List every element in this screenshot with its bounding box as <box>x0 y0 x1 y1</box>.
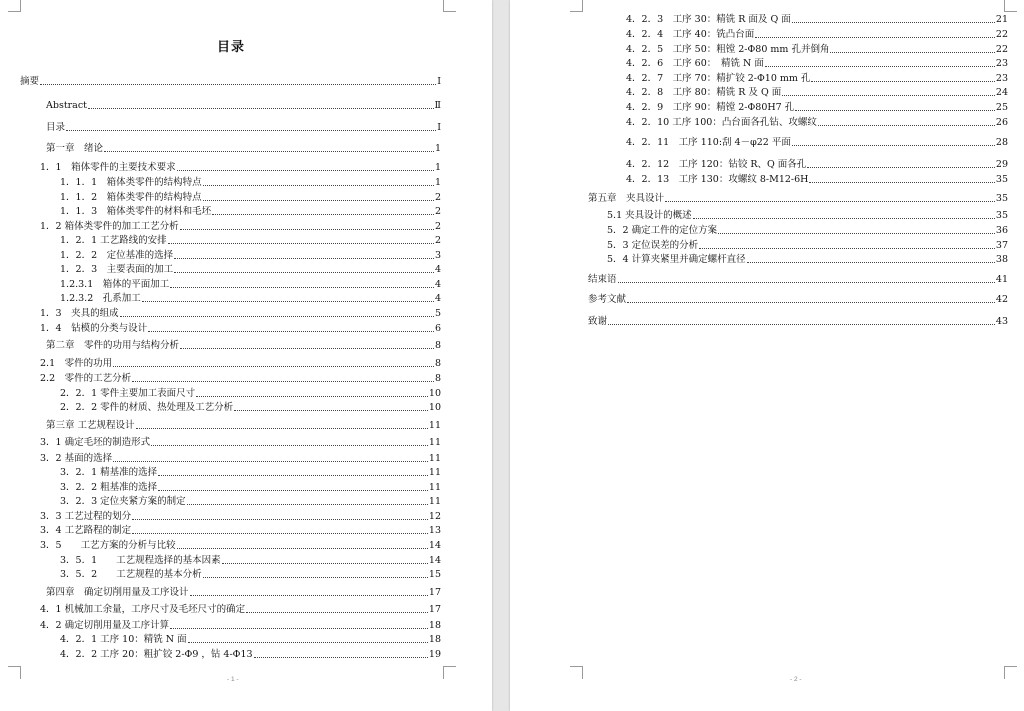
document-page-1 <box>0 0 492 711</box>
toc-entry-page-number: 13 <box>428 525 441 536</box>
toc-entry-page-number: 19 <box>428 649 441 660</box>
toc-entry-title: 4．2．8 工序 80：精铣 R 及 Q 面 <box>626 87 782 98</box>
toc-dot-leader <box>782 95 995 96</box>
toc-entry[interactable] <box>46 587 441 599</box>
toc-entry[interactable] <box>40 373 441 385</box>
toc-entry-page-number: 17 <box>428 587 441 598</box>
toc-entry[interactable] <box>46 122 441 134</box>
toc-entry-title: 1．2．2 定位基准的选择 <box>60 250 174 261</box>
page-corner-mark <box>8 0 21 12</box>
page-number: - 1 - <box>227 676 239 683</box>
toc-entry[interactable] <box>60 388 441 400</box>
toc-entry-title: 第四章 确定切削用量及工序设计 <box>46 587 189 598</box>
toc-entry-page-number: 24 <box>995 87 1008 98</box>
toc-entry-page-number: 1 <box>434 162 441 173</box>
toc-entry-page-number: 23 <box>995 73 1008 84</box>
toc-entry[interactable] <box>60 569 441 581</box>
toc-entry-title: 3．2 基面的选择 <box>40 453 113 464</box>
toc-entry[interactable] <box>60 496 441 508</box>
toc-entry-page-number: 2 <box>434 235 441 246</box>
toc-entry-page-number: 22 <box>995 44 1008 55</box>
toc-entry-title: 4．2．12 工序 120：钻铰 R、Q 面各孔 <box>626 159 807 170</box>
toc-dot-leader <box>627 302 995 303</box>
toc-entry-page-number: 8 <box>434 340 441 351</box>
toc-entry-title: 4．2．3 工序 30：精铣 R 面及 Q 面 <box>626 14 791 25</box>
toc-dot-leader <box>246 612 428 613</box>
toc-dot-leader <box>174 258 434 259</box>
toc-entry-title: 致谢 <box>588 316 608 327</box>
toc-entry[interactable] <box>607 254 1008 266</box>
toc-entry-page-number: 1 <box>434 143 441 154</box>
toc-entry-page-number: 37 <box>995 240 1008 251</box>
toc-dot-leader <box>765 66 995 67</box>
toc-entry-page-number: 2 <box>434 206 441 217</box>
toc-dot-leader <box>747 262 995 263</box>
toc-entry-page-number: Ⅰ <box>437 76 441 87</box>
toc-entry-page-number: 11 <box>428 437 441 448</box>
toc-entry-page-number: 1 <box>434 177 441 188</box>
toc-entry-page-number: 29 <box>995 159 1008 170</box>
toc-dot-leader <box>158 475 428 476</box>
toc-entry-page-number: 36 <box>995 225 1008 236</box>
toc-dot-leader <box>818 125 995 126</box>
toc-dot-leader <box>234 410 428 411</box>
toc-entry[interactable] <box>607 225 1008 237</box>
toc-dot-leader <box>177 548 428 549</box>
toc-entry-page-number: 28 <box>995 137 1008 148</box>
toc-dot-leader <box>755 37 995 38</box>
toc-entry[interactable] <box>40 358 441 370</box>
toc-entry-page-number: 4 <box>434 279 441 290</box>
toc-entry-page-number: 8 <box>434 373 441 384</box>
toc-dot-leader <box>148 331 434 332</box>
toc-entry[interactable] <box>626 102 1008 114</box>
toc-dot-leader <box>809 182 994 183</box>
toc-entry-title: 5.1 夹具设计的概述 <box>607 210 692 221</box>
toc-entry[interactable] <box>588 316 1008 328</box>
toc-entry-title: 第三章 工艺规程设计 <box>46 420 135 431</box>
toc-entry[interactable] <box>40 620 441 632</box>
toc-dot-leader <box>170 287 434 288</box>
toc-entry-page-number: 11 <box>428 482 441 493</box>
toc-entry-page-number: 25 <box>995 102 1008 113</box>
toc-entry-title: 1．4 钻模的分类与设计 <box>40 323 148 334</box>
toc-entry-page-number: 38 <box>995 254 1008 265</box>
document-page-2 <box>510 0 1024 711</box>
toc-entry-title: 4．2 确定切削用量及工序计算 <box>40 620 170 631</box>
page-corner-mark <box>570 0 583 12</box>
toc-entry[interactable] <box>40 437 441 449</box>
toc-entry-page-number: 35 <box>995 174 1008 185</box>
toc-entry-page-number: 18 <box>428 620 441 631</box>
toc-dot-leader <box>180 229 434 230</box>
toc-title: 目录 <box>216 40 245 55</box>
toc-entry-page-number: 23 <box>995 58 1008 69</box>
toc-entry-title: 2.2 零件的工艺分析 <box>40 373 132 384</box>
toc-entry-title: 摘要 <box>20 76 40 87</box>
toc-dot-leader <box>807 167 995 168</box>
toc-entry[interactable] <box>60 206 441 218</box>
toc-entry-title: 1．2．1 工艺路线的安排 <box>60 235 167 246</box>
toc-dot-leader <box>136 428 428 429</box>
toc-entry-title: 结束语 <box>588 274 617 285</box>
toc-entry-title: 1.2.3.1 箱体的平面加工 <box>60 279 170 290</box>
toc-dot-leader <box>188 642 428 643</box>
toc-entry[interactable] <box>607 210 1008 222</box>
toc-entry-title: 3．2．1 精基准的选择 <box>60 467 158 478</box>
toc-dot-leader <box>608 324 995 325</box>
toc-dot-leader <box>151 445 428 446</box>
toc-entry[interactable] <box>626 73 1008 85</box>
toc-entry-title: 2．2．1 零件主要加工表面尺寸 <box>60 388 196 399</box>
toc-entry[interactable] <box>46 143 441 155</box>
toc-entry-page-number: 11 <box>428 467 441 478</box>
toc-entry-title: 目录 <box>46 122 66 133</box>
toc-dot-leader <box>88 108 434 109</box>
toc-entry[interactable] <box>588 294 1008 306</box>
toc-dot-leader <box>132 533 428 534</box>
toc-dot-leader <box>222 563 428 564</box>
toc-entry[interactable] <box>60 649 441 661</box>
toc-entry-page-number: 26 <box>995 117 1008 128</box>
toc-entry-page-number: 17 <box>428 604 441 615</box>
toc-entry-title: 3．5．2 工艺规程的基本分析 <box>60 569 202 580</box>
toc-entry-title: 1．1．2 箱体类零件的结构特点 <box>60 192 202 203</box>
toc-entry-title: 1.2.3.2 孔系加工 <box>60 293 141 304</box>
toc-dot-leader <box>792 145 995 146</box>
page-corner-mark <box>1004 0 1017 12</box>
toc-entry-page-number: 3 <box>434 250 441 261</box>
toc-entry[interactable] <box>40 604 441 616</box>
toc-dot-leader <box>187 504 428 505</box>
toc-entry-title: 3．2．3 定位夹紧方案的制定 <box>60 496 186 507</box>
toc-entry-page-number: 11 <box>428 453 441 464</box>
toc-entry[interactable] <box>40 540 441 552</box>
toc-entry[interactable] <box>588 274 1008 286</box>
toc-entry-page-number: 14 <box>428 555 441 566</box>
toc-entry[interactable] <box>60 402 441 414</box>
toc-entry-title: 3．4 工艺路程的制定 <box>40 525 132 536</box>
toc-entry-page-number: 10 <box>428 402 441 413</box>
toc-entry-page-number: 11 <box>428 496 441 507</box>
toc-entry-title: 4．1 机械加工余量，工序尺寸及毛坯尺寸的确定 <box>40 604 246 615</box>
toc-entry[interactable] <box>40 511 441 523</box>
toc-entry-title: 3．1 确定毛坯的制造形式 <box>40 437 151 448</box>
toc-entry-page-number: 22 <box>995 29 1008 40</box>
toc-dot-leader <box>203 577 428 578</box>
toc-entry-page-number: Ⅱ <box>434 100 441 111</box>
toc-entry-page-number: 15 <box>428 569 441 580</box>
toc-dot-leader <box>718 233 995 234</box>
toc-dot-leader <box>170 628 428 629</box>
toc-entry-page-number: 41 <box>995 274 1008 285</box>
toc-dot-leader <box>190 595 428 596</box>
toc-dot-leader <box>792 22 995 23</box>
toc-entry-page-number: 5 <box>434 308 441 319</box>
toc-dot-leader <box>811 81 994 82</box>
toc-dot-leader <box>693 218 995 219</box>
toc-dot-leader <box>665 201 995 202</box>
toc-entry[interactable] <box>60 264 441 276</box>
toc-entry[interactable] <box>46 100 441 112</box>
toc-dot-leader <box>203 185 434 186</box>
toc-dot-leader <box>180 348 434 349</box>
toc-entry-page-number: 14 <box>428 540 441 551</box>
toc-entry-title: 4．2．10 工序 100：凸台面各孔钻、攻螺纹 <box>626 117 817 128</box>
toc-dot-leader <box>177 170 434 171</box>
toc-dot-leader <box>618 282 995 283</box>
toc-entry-title: 3．5 工艺方案的分析与比较 <box>40 540 176 551</box>
toc-entry-page-number: 43 <box>995 316 1008 327</box>
toc-entry-title: 1．1．1 箱体类零件的结构特点 <box>60 177 202 188</box>
toc-entry-page-number: 10 <box>428 388 441 399</box>
toc-dot-leader <box>113 366 434 367</box>
page-number: - 2 - <box>790 676 802 683</box>
toc-entry[interactable] <box>40 162 441 174</box>
toc-entry[interactable] <box>626 174 1008 186</box>
page-corner-mark <box>8 666 21 679</box>
toc-entry[interactable] <box>626 29 1008 41</box>
toc-entry-title: 第二章 零件的功用与结构分析 <box>46 340 180 351</box>
toc-entry[interactable] <box>40 525 441 537</box>
toc-entry-page-number: 12 <box>428 511 441 522</box>
toc-entry-page-number: 8 <box>434 358 441 369</box>
toc-dot-leader <box>132 381 434 382</box>
toc-entry-title: 1．3 夹具的组成 <box>40 308 119 319</box>
toc-entry[interactable] <box>60 293 441 305</box>
toc-entry[interactable] <box>60 235 441 247</box>
toc-entry[interactable] <box>60 482 441 494</box>
toc-entry-page-number: 11 <box>428 420 441 431</box>
toc-entry[interactable] <box>626 117 1008 129</box>
toc-dot-leader <box>120 316 434 317</box>
toc-entry[interactable] <box>626 14 1008 26</box>
toc-entry-title: 1．2 箱体类零件的加工工艺分析 <box>40 221 179 232</box>
toc-entry-title: 1．1．3 箱体类零件的材料和毛坯 <box>60 206 212 217</box>
toc-entry[interactable] <box>626 159 1008 171</box>
toc-entry-page-number: 2 <box>434 221 441 232</box>
toc-entry[interactable] <box>40 308 441 320</box>
toc-entry-page-number: 42 <box>995 294 1008 305</box>
toc-entry[interactable] <box>40 221 441 233</box>
toc-entry-title: 5．3 定位误差的分析 <box>607 240 699 251</box>
toc-dot-leader <box>142 301 434 302</box>
toc-dot-leader <box>104 151 434 152</box>
toc-dot-leader <box>132 519 428 520</box>
toc-entry-page-number: 35 <box>995 193 1008 204</box>
toc-dot-leader <box>254 657 428 658</box>
toc-entry[interactable] <box>626 137 1008 149</box>
toc-entry-page-number: 35 <box>995 210 1008 221</box>
toc-entry-page-number: 6 <box>434 323 441 334</box>
toc-entry[interactable] <box>46 420 441 432</box>
toc-entry[interactable] <box>60 250 441 262</box>
toc-entry-title: 4．2．11 工序 110:刮 4－φ22 平面 <box>626 137 791 148</box>
toc-entry[interactable] <box>60 467 441 479</box>
toc-entry-title: 4．2．9 工序 90：精镗 2-Φ80H7 孔 <box>626 102 795 113</box>
toc-entry-title: 2．2．2 零件的材质、热处理及工艺分析 <box>60 402 234 413</box>
toc-entry[interactable] <box>60 555 441 567</box>
toc-entry-title: 1．2．3 主要表面的加工 <box>60 264 174 275</box>
toc-entry[interactable] <box>60 192 441 204</box>
toc-dot-leader <box>212 214 434 215</box>
toc-entry[interactable] <box>60 279 441 291</box>
toc-entry-page-number: 4 <box>434 293 441 304</box>
page-corner-mark <box>443 0 456 12</box>
toc-entry-page-number: 2 <box>434 192 441 203</box>
toc-dot-leader <box>113 461 428 462</box>
toc-entry[interactable] <box>626 44 1008 56</box>
toc-entry-title: 5．2 确定工件的定位方案 <box>607 225 718 236</box>
toc-entry-title: 4．2．2 工序 20：粗扩铰 2-Φ9 ，钻 4-Φ13 <box>60 649 253 660</box>
toc-entry-title: 5．4 计算夹紧里并确定螺杆直径 <box>607 254 746 265</box>
toc-entry-title: 4．2．13 工序 130：攻螺纹 8-M12-6H <box>626 174 809 185</box>
toc-dot-leader <box>168 243 434 244</box>
toc-entry[interactable] <box>607 240 1008 252</box>
toc-dot-leader <box>196 396 428 397</box>
toc-entry-page-number: Ⅰ <box>437 122 441 133</box>
toc-dot-leader <box>795 110 995 111</box>
toc-dot-leader <box>66 130 436 131</box>
toc-entry-title: 4．2．5 工序 50：粗镗 2-Φ80 mm 孔并倒角 <box>626 44 830 55</box>
toc-dot-leader <box>174 272 434 273</box>
toc-entry-title: 2.1 零件的功用 <box>40 358 113 369</box>
toc-entry[interactable] <box>60 634 441 646</box>
toc-entry[interactable] <box>60 177 441 189</box>
toc-entry-title: Abstract <box>46 100 87 111</box>
toc-entry[interactable] <box>20 76 441 88</box>
toc-entry-page-number: 21 <box>995 14 1008 25</box>
toc-entry-title: 第一章 绪论 <box>46 143 104 154</box>
toc-entry[interactable] <box>588 193 1008 205</box>
page-corner-mark <box>1004 666 1017 679</box>
toc-dot-leader <box>158 490 428 491</box>
toc-entry-page-number: 18 <box>428 634 441 645</box>
toc-entry-title: 3．3 工艺过程的划分 <box>40 511 132 522</box>
toc-entry-title: 4．2．7 工序 70：精扩铰 2-Φ10 mm 孔 <box>626 73 811 84</box>
toc-entry-title: 4．2．6 工序 60： 精铣 N 面 <box>626 58 764 69</box>
toc-entry-title: 4．2．1 工序 10：精铣 N 面 <box>60 634 187 645</box>
toc-entry-title: 3．5．1 工艺规程选择的基本因素 <box>60 555 221 566</box>
toc-dot-leader <box>699 248 995 249</box>
toc-entry-title: 1．1 箱体零件的主要技术要求 <box>40 162 176 173</box>
toc-entry[interactable] <box>626 87 1008 99</box>
toc-dot-leader <box>830 52 994 53</box>
page-corner-mark <box>443 666 456 679</box>
toc-dot-leader <box>40 84 436 85</box>
page-corner-mark <box>570 666 583 679</box>
toc-dot-leader <box>203 200 434 201</box>
toc-entry-title: 参考文献 <box>588 294 627 305</box>
toc-entry[interactable] <box>626 58 1008 70</box>
toc-entry-title: 第五章 夹具设计 <box>588 193 665 204</box>
toc-entry-title: 3．2．2 粗基准的选择 <box>60 482 158 493</box>
toc-entry[interactable] <box>40 453 441 465</box>
toc-entry-page-number: 4 <box>434 264 441 275</box>
toc-entry[interactable] <box>40 323 441 335</box>
toc-entry[interactable] <box>46 340 441 352</box>
toc-entry-title: 4．2．4 工序 40：铣凸台面 <box>626 29 755 40</box>
